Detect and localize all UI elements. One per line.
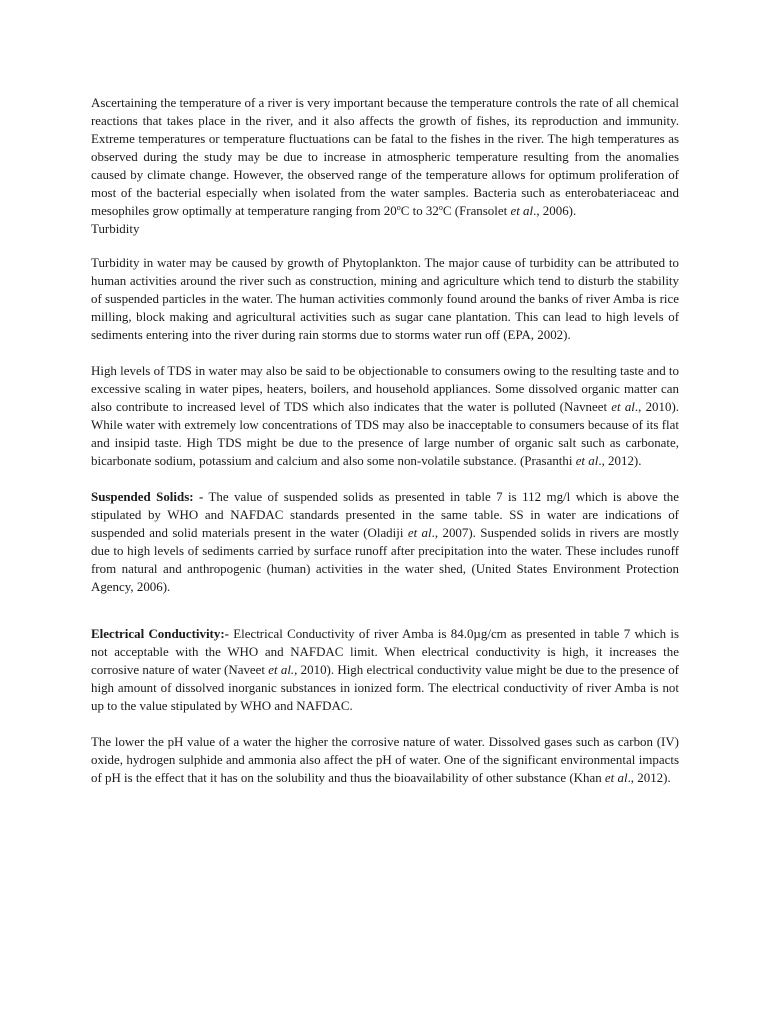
paragraph-suspended-solids <box>91 488 679 596</box>
text-run: ., 2006). <box>533 203 577 218</box>
text-run: The value of suspended solids as presented in table 7 is 112 mg/l which is above the stipulated by WHO and NAFDAC standards presented in the same table. SS in water are indications of suspended and solid materials present in the water (Oladiji <box>91 489 679 540</box>
section-heading-turbidity: Turbidity <box>91 221 140 236</box>
paragraph-electrical-conductivity <box>91 625 679 715</box>
citation-et-al: et al <box>510 203 534 218</box>
superscript-degree: o <box>396 203 401 213</box>
section-label-electrical-conductivity: Electrical Conductivity:- <box>91 626 229 641</box>
text-run: High levels of TDS in water may also be said to be objectionable to consumers owing to the resulting taste and to excessive scaling in water pipes, heaters, boilers, and household appliances. Some dissolved organic matter can also contribute to increased level of TDS which also indicates that the water is polluted (Navneet <box>91 363 679 414</box>
text-run: Electrical Conductivity of river Amba is 84.0µg/cm as presented in table 7 which is not acceptable with the WHO and NAFDAC limit. When electrical conductivity is high, it increases the corrosive nature of water (Naveet <box>91 626 679 677</box>
text-run: The lower the pH value of a water the higher the corrosive nature of water. Dissolved gases such as carbon (IV) oxide, hydrogen sulphide and ammonia also affect the pH of water. One of the significant environmental impacts of pH is the effect that it has on the solubility and thus the bioavailability of other substance (Khan <box>91 734 679 785</box>
citation-et-al: et al <box>611 399 635 414</box>
text-run: 2010). High electrical conductivity value might be due to the presence of high amount of dissolved inorganic substances in ionized form. The electrical conductivity of river Amba is not up to the value stipulated by WHO and NAFDAC. <box>91 662 679 713</box>
section-label-suspended-solids: Suspended Solids: - <box>91 489 204 504</box>
text-run: C (Fransolet <box>442 203 511 218</box>
citation-et-al: et al <box>407 525 432 540</box>
citation-et-al: et al., <box>268 662 298 677</box>
text-run: Ascertaining the temperature of a river is very important because the temperature controls the rate of all chemical reactions that takes place in the river, and it also affects the growth of fishes, its reproduction and immunity. Extreme temperatures or temperature fluctuations can be fatal to the fishes in the river. The high temperatures as observed during the study may be due to increase in atmospheric temperature resulting from the anomalies caused by climate change. However, the observed range of the temperature allows for optimum proliferation of most of the bacterial especially when isolated from the water samples. Bacteria such as enterobateriaceac and mesophiles grow optimally at temperature ranging from 20 <box>91 95 679 218</box>
paragraph-ph <box>91 733 679 787</box>
text-run: Turbidity in water may be caused by growth of Phytoplankton. The major cause of turbidity can be attributed to human activities around the river such as construction, mining and agriculture which tend to disturb the stability of suspended particles in the water. The human activities commonly found around the banks of river Amba is rice milling, block making and agricultural activities such as sugar cane plantation. This can lead to high levels of sediments entering into the river during rain storms due to storms water run off (EPA, 2002). <box>91 255 679 342</box>
document-body <box>91 94 679 787</box>
paragraph-turbidity <box>91 254 679 344</box>
citation-et-al: et al <box>604 770 628 785</box>
text-run: ., 2012). <box>627 770 671 785</box>
superscript-degree: o <box>438 203 443 213</box>
text-run: ., 2012). <box>598 453 642 468</box>
citation-et-al: et al <box>575 453 599 468</box>
text-run: C to 32 <box>400 203 439 218</box>
paragraph-tds <box>91 362 679 470</box>
text-run: ., 2010). While water with extremely low concentrations of TDS may also be inacceptable to consumers because of its flat and insipid taste. High TDS might be due to the presence of large number of organic salt such as carbonate, bicarbonate sodium, potassium and calcium and also some non-volatile substance. (Prasanthi <box>91 399 679 468</box>
text-run: ., 2007). Suspended solids in rivers are mostly due to high levels of sediments carried by surface runoff after precipitation into the water. These includes runoff from natural and anthropogenic (human) activities in the water shed, (United States Environment Protection Agency, 2006). <box>91 525 679 594</box>
paragraph-temperature <box>91 94 679 220</box>
